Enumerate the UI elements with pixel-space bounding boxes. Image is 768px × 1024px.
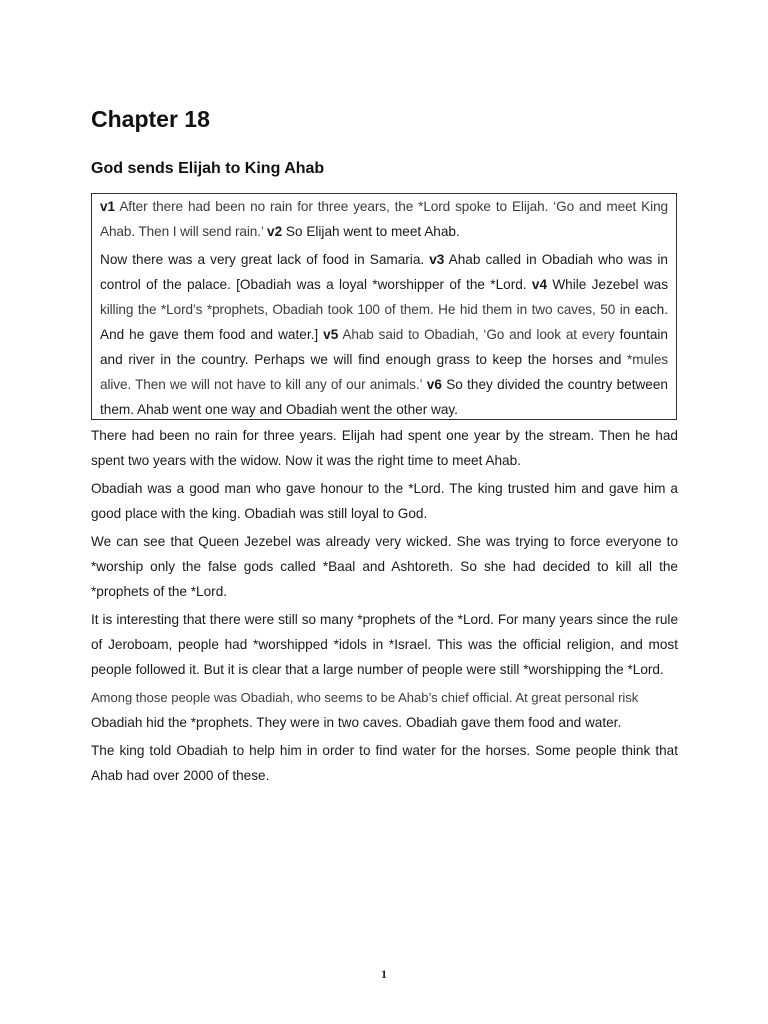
verse-number: v3 <box>429 252 445 267</box>
verse-number: v2 <box>267 224 283 239</box>
verse-text: *mules alive. Then we will not have to kill any of our animals.’ <box>100 352 668 392</box>
verse-number: v6 <box>426 377 442 392</box>
verse-text: Now there was a very great lack of food in Samaria. <box>100 252 430 267</box>
verse-text: So Elijah went to meet Ahab. <box>282 224 460 239</box>
section-heading: God sends Elijah to King Ahab <box>91 160 325 177</box>
verse-text: fountain and river in the country. Perhaps we will find enough grass to keep the horses and <box>100 327 668 367</box>
body-paragraph: Obadiah hid the *prophets. They were in two caves. Obadiah gave them food and water. <box>91 715 622 730</box>
verse-text: killing the *Lord’s *prophets, Obadiah took 100 of them. He hid them in two caves, 50 in <box>100 302 631 317</box>
body-paragraph: It is interesting that there were still so many *prophets of the *Lord. For many years since the rule of Jeroboam, people had *worshipped *idols in *Israel. This was the official religion, and most people followed it. But it is clear that a large number of people were still *worshipping the *Lord. <box>91 612 678 677</box>
verse-text: each. And he gave them food and water.] <box>100 302 668 342</box>
chapter-title: Chapter 18 <box>91 106 210 132</box>
verse-text: After there had been no rain for three years, the *Lord spoke to Elijah. ‘Go and meet King Ahab. Then I will send rain.’ <box>100 199 668 239</box>
verse-number: v1 <box>100 199 116 214</box>
verse-text: Ahab said to Obadiah, ‘Go and look at every <box>338 327 615 342</box>
body-paragraph: Obadiah was a good man who gave honour to the *Lord. The king trusted him and gave him a good place with the king. Obadiah was still loyal to God. <box>91 481 678 521</box>
verse-text: So they divided the country between them. Ahab went one way and Obadiah went the other way. <box>100 377 668 417</box>
page-number: 1 <box>381 967 387 981</box>
verse-number: v5 <box>323 327 339 342</box>
body-paragraph: We can see that Queen Jezebel was already very wicked. She was trying to force everyone to *worship only the false gods called *Baal and Ashtoreth. So she had decided to kill all the *prophets of the *Lord. <box>91 534 678 599</box>
verse-number: v4 <box>531 277 548 292</box>
body-paragraph: Among those people was Obadiah, who seems to be Ahab’s chief official. At great personal risk <box>91 690 639 705</box>
commentary-body <box>91 423 678 791</box>
verse-text: While Jezebel was <box>547 277 669 292</box>
verse-text: Ahab called in Obadiah who was in control of the palace. [Obadiah was a loyal *worshipper of the *Lord. <box>100 252 668 292</box>
scripture-paragraph-1 <box>100 194 668 244</box>
body-paragraph: The king told Obadiah to help him in order to find water for the horses. Some people think that Ahab had over 2000 of these. <box>91 743 678 783</box>
scripture-paragraph-2 <box>100 247 668 422</box>
scripture-passage-box <box>91 193 677 420</box>
body-paragraph: There had been no rain for three years. Elijah had spent one year by the stream. Then he had spent two years with the widow. Now it was the right time to meet Ahab. <box>91 428 678 468</box>
